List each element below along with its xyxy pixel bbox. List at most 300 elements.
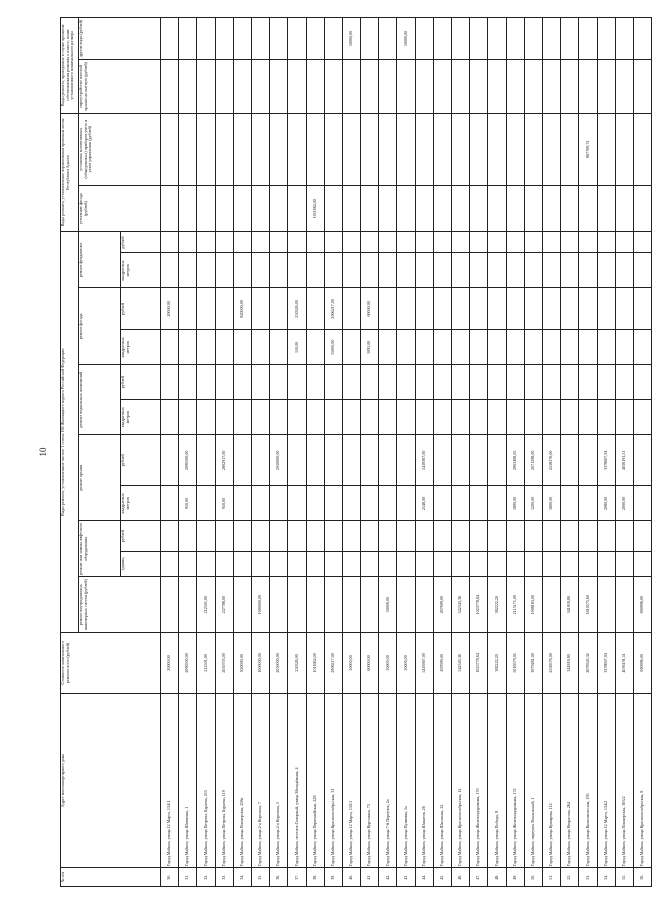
row-basement-sqm bbox=[251, 400, 269, 435]
row-other-rub bbox=[379, 18, 397, 60]
row-meters-rub bbox=[306, 113, 324, 185]
row-roof-rub: 2050000,00 bbox=[270, 435, 288, 486]
row-facade-sqm bbox=[433, 330, 451, 365]
row-number: 51. bbox=[542, 868, 560, 887]
row-facade-rub: 2906217,00 bbox=[324, 288, 342, 330]
row-meters-rub bbox=[324, 113, 342, 185]
row-foundation-sqm bbox=[433, 253, 451, 288]
row-insulation-rub bbox=[506, 185, 524, 232]
row-address: Город Майкоп, улица Железнодорожная, 172 bbox=[506, 693, 524, 868]
row-foundation-sqm bbox=[415, 253, 433, 288]
row-address: Город Майкоп, улица Пушкина, 5а bbox=[397, 693, 415, 868]
row-basement-sqm bbox=[161, 400, 179, 435]
row-other-rub bbox=[251, 18, 269, 60]
row-roof-conversion-rub bbox=[615, 60, 633, 114]
row-facade-rub bbox=[524, 288, 542, 330]
row-basement-rub bbox=[379, 365, 397, 400]
row-lift-rub bbox=[270, 521, 288, 551]
row-foundation-rub bbox=[397, 232, 415, 253]
row-address: Город Майкоп, улица 2-я Короткая, 7 bbox=[251, 693, 269, 868]
row-basement-rub bbox=[561, 365, 579, 400]
row-internal-systems bbox=[415, 577, 433, 633]
row-address: Город Майкоп, улица Победы, 8 bbox=[488, 693, 506, 868]
row-lift-rub bbox=[433, 521, 451, 551]
table-row bbox=[215, 18, 233, 887]
row-basement-sqm bbox=[470, 400, 488, 435]
row-basement-sqm bbox=[233, 400, 251, 435]
row-other-rub bbox=[361, 18, 379, 60]
row-basement-rub bbox=[597, 365, 615, 400]
row-roof-sqm bbox=[233, 486, 251, 521]
row-roof-sqm bbox=[488, 486, 506, 521]
row-total-cost: 50000,00 bbox=[379, 633, 397, 694]
row-basement-sqm bbox=[542, 400, 560, 435]
row-internal-systems bbox=[542, 577, 560, 633]
row-lift-units bbox=[179, 551, 197, 577]
table-row bbox=[379, 18, 397, 887]
row-basement-sqm bbox=[633, 400, 651, 435]
row-address: Город Майкоп, улица Школьная, 22 bbox=[433, 693, 451, 868]
row-total-cost: 60000,00 bbox=[361, 633, 379, 694]
row-total-cost: 2558576,00 bbox=[542, 633, 560, 694]
row-internal-systems: 1023778,64 bbox=[470, 577, 488, 633]
row-foundation-rub bbox=[342, 232, 360, 253]
row-foundation-sqm bbox=[633, 253, 651, 288]
row-facade-rub bbox=[179, 288, 197, 330]
row-facade-sqm bbox=[197, 330, 215, 365]
row-total-cost: 267699,00 bbox=[433, 633, 451, 694]
row-total-cost: 50000,00 bbox=[342, 633, 360, 694]
row-lift-units bbox=[633, 551, 651, 577]
row-lift-units bbox=[342, 551, 360, 577]
row-facade-rub bbox=[542, 288, 560, 330]
row-roof-rub bbox=[161, 435, 179, 486]
row-total-cost: 1023778,64 bbox=[470, 633, 488, 694]
row-foundation-sqm bbox=[233, 253, 251, 288]
row-facade-sqm bbox=[524, 330, 542, 365]
row-foundation-sqm bbox=[470, 253, 488, 288]
row-lift-units bbox=[597, 551, 615, 577]
row-roof-sqm bbox=[197, 486, 215, 521]
row-foundation-rub bbox=[542, 232, 560, 253]
table-row bbox=[452, 18, 470, 887]
row-total-cost: 5018579,05 bbox=[506, 633, 524, 694]
row-total-cost: 20000,00 bbox=[161, 633, 179, 694]
row-roof-rub: 2090500,00 bbox=[179, 435, 197, 486]
header-roof: ремонт крыши bbox=[79, 435, 121, 521]
row-basement-rub bbox=[251, 365, 269, 400]
row-foundation-sqm bbox=[342, 253, 360, 288]
row-insulation-rub bbox=[397, 185, 415, 232]
row-number: 54. bbox=[597, 868, 615, 887]
row-basement-rub bbox=[233, 365, 251, 400]
row-facade-rub bbox=[579, 288, 597, 330]
row-insulation-rub bbox=[433, 185, 451, 232]
row-other-rub bbox=[597, 18, 615, 60]
row-meters-rub bbox=[470, 113, 488, 185]
row-other-rub bbox=[506, 18, 524, 60]
row-number: 49. bbox=[506, 868, 524, 887]
row-address: Город Майкоп, улица Шевченко, 1 bbox=[179, 693, 197, 868]
subheader-sqm: квадратных метров bbox=[121, 400, 161, 435]
row-foundation-rub bbox=[506, 232, 524, 253]
row-internal-systems bbox=[361, 577, 379, 633]
row-facade-rub bbox=[215, 288, 233, 330]
table-row bbox=[524, 18, 542, 887]
table-row bbox=[251, 18, 269, 887]
row-internal-systems bbox=[233, 577, 251, 633]
row-foundation-sqm bbox=[506, 253, 524, 288]
row-facade-rub bbox=[251, 288, 269, 330]
row-other-rub bbox=[415, 18, 433, 60]
row-roof-rub: 3378607,94 bbox=[597, 435, 615, 486]
table-row bbox=[361, 18, 379, 887]
row-basement-rub bbox=[288, 365, 306, 400]
row-insulation-rub bbox=[379, 185, 397, 232]
row-foundation-sqm bbox=[379, 253, 397, 288]
row-basement-rub bbox=[306, 365, 324, 400]
row-facade-rub bbox=[470, 288, 488, 330]
row-insulation-rub bbox=[361, 185, 379, 232]
row-facade-sqm bbox=[233, 330, 251, 365]
row-foundation-sqm bbox=[306, 253, 324, 288]
row-total-cost: 212501,00 bbox=[197, 633, 215, 694]
row-facade-sqm bbox=[161, 330, 179, 365]
row-foundation-sqm bbox=[488, 253, 506, 288]
page-number: 10 bbox=[38, 447, 48, 457]
row-facade-sqm bbox=[633, 330, 651, 365]
row-roof-sqm bbox=[324, 486, 342, 521]
row-number: 53. bbox=[579, 868, 597, 887]
row-total-cost: 2050705,00 bbox=[215, 633, 233, 694]
row-foundation-rub bbox=[597, 232, 615, 253]
row-meters-rub bbox=[270, 113, 288, 185]
row-lift-units bbox=[433, 551, 451, 577]
row-basement-rub bbox=[179, 365, 197, 400]
row-lift-rub bbox=[415, 521, 433, 551]
subheader-rub: рублей bbox=[121, 521, 161, 551]
row-roof-conversion-rub bbox=[597, 60, 615, 114]
row-insulation-rub bbox=[561, 185, 579, 232]
row-insulation-rub bbox=[633, 185, 651, 232]
row-lift-rub bbox=[288, 521, 306, 551]
header-federal-group: Виды ремонта, установленные частью 1 статьи 166 Жилищного кодекса Российской Федерации bbox=[61, 232, 79, 633]
table-body bbox=[161, 18, 652, 887]
row-facade-sqm bbox=[542, 330, 560, 365]
row-insulation-rub: 1011662,00 bbox=[306, 185, 324, 232]
row-facade-rub bbox=[633, 288, 651, 330]
row-roof-sqm bbox=[288, 486, 306, 521]
row-number: 35. bbox=[251, 868, 269, 887]
row-internal-systems bbox=[270, 577, 288, 633]
row-facade-sqm: 150,00 bbox=[288, 330, 306, 365]
row-lift-units bbox=[306, 551, 324, 577]
row-internal-systems: 2115171,00 bbox=[506, 577, 524, 633]
row-total-cost: 341818,80 bbox=[561, 633, 579, 694]
row-roof-rub bbox=[470, 435, 488, 486]
row-roof-conversion-rub bbox=[452, 60, 470, 114]
row-number: 55. bbox=[615, 868, 633, 887]
row-number: 36. bbox=[270, 868, 288, 887]
row-total-cost: 690996,00 bbox=[633, 633, 651, 694]
row-roof-conversion-rub bbox=[161, 60, 179, 114]
row-insulation-rub bbox=[288, 185, 306, 232]
row-foundation-rub bbox=[288, 232, 306, 253]
row-facade-sqm: 15000,00 bbox=[324, 330, 342, 365]
header-cost: Стоимость капитального ремонта всего (рублей) bbox=[61, 633, 161, 694]
row-facade-rub bbox=[197, 288, 215, 330]
row-number: 41. bbox=[361, 868, 379, 887]
row-facade-rub bbox=[561, 288, 579, 330]
row-roof-rub bbox=[452, 435, 470, 486]
row-internal-systems bbox=[342, 577, 360, 633]
row-foundation-sqm bbox=[251, 253, 269, 288]
row-facade-sqm bbox=[306, 330, 324, 365]
row-basement-rub bbox=[542, 365, 560, 400]
row-lift-units bbox=[270, 551, 288, 577]
subheader-rub: рублей bbox=[121, 232, 161, 253]
row-number: 39. bbox=[324, 868, 342, 887]
row-other-rub bbox=[288, 18, 306, 60]
row-basement-rub bbox=[488, 365, 506, 400]
row-insulation-rub bbox=[488, 185, 506, 232]
row-internal-systems bbox=[615, 577, 633, 633]
row-insulation-rub bbox=[452, 185, 470, 232]
row-meters-rub bbox=[233, 113, 251, 185]
row-number: 45. bbox=[433, 868, 451, 887]
row-basement-sqm bbox=[415, 400, 433, 435]
row-meters-rub bbox=[452, 113, 470, 185]
row-roof-conversion-rub bbox=[324, 60, 342, 114]
row-address: Город Майкоп, поселок Северный, улица Молодёжная, 4 bbox=[288, 693, 306, 868]
row-facade-rub: 20000,00 bbox=[161, 288, 179, 330]
row-meters-rub bbox=[433, 113, 451, 185]
table-row bbox=[161, 18, 179, 887]
row-roof-conversion-rub bbox=[342, 60, 360, 114]
row-insulation-rub bbox=[251, 185, 269, 232]
row-roof-conversion-rub bbox=[415, 60, 433, 114]
row-number: 40. bbox=[342, 868, 360, 887]
row-facade-sqm bbox=[179, 330, 197, 365]
row-lift-rub bbox=[579, 521, 597, 551]
row-foundation-sqm bbox=[561, 253, 579, 288]
row-foundation-rub bbox=[433, 232, 451, 253]
row-total-cost: 4036191,51 bbox=[615, 633, 633, 694]
row-number: 47. bbox=[470, 868, 488, 887]
row-foundation-sqm bbox=[324, 253, 342, 288]
header-foundation: ремонт фундамента bbox=[79, 232, 121, 288]
row-basement-rub bbox=[633, 365, 651, 400]
row-lift-rub bbox=[342, 521, 360, 551]
row-internal-systems: 1000000,00 bbox=[251, 577, 269, 633]
row-other-rub bbox=[433, 18, 451, 60]
row-internal-systems: 341818,80 bbox=[561, 577, 579, 633]
row-lift-units bbox=[397, 551, 415, 577]
row-meters-rub bbox=[615, 113, 633, 185]
row-basement-sqm bbox=[433, 400, 451, 435]
row-roof-rub bbox=[561, 435, 579, 486]
row-foundation-sqm bbox=[270, 253, 288, 288]
row-facade-rub bbox=[615, 288, 633, 330]
row-meters-rub bbox=[633, 113, 651, 185]
row-other-rub bbox=[542, 18, 560, 60]
row-address: Город Майкоп, улица Первомайская, 228 bbox=[306, 693, 324, 868]
row-foundation-rub bbox=[579, 232, 597, 253]
row-lift-rub bbox=[306, 521, 324, 551]
row-other-rub bbox=[197, 18, 215, 60]
row-foundation-rub bbox=[270, 232, 288, 253]
row-internal-systems: 542343,36 bbox=[452, 577, 470, 633]
table-row bbox=[561, 18, 579, 887]
row-meters-rub: 867769,72 bbox=[579, 113, 597, 185]
row-lift-units bbox=[506, 551, 524, 577]
row-basement-rub bbox=[397, 365, 415, 400]
row-roof-conversion-rub bbox=[306, 60, 324, 114]
row-foundation-rub bbox=[470, 232, 488, 253]
row-lift-rub bbox=[251, 521, 269, 551]
row-basement-rub bbox=[615, 365, 633, 400]
row-insulation-rub bbox=[324, 185, 342, 232]
row-number: 52. bbox=[561, 868, 579, 887]
row-facade-sqm bbox=[215, 330, 233, 365]
row-foundation-sqm bbox=[597, 253, 615, 288]
row-address: Город Майкоп, улица Комсомольская, 195 bbox=[579, 693, 597, 868]
row-address: Город Майкоп, улица 12 Марта, 134/1 bbox=[161, 693, 179, 868]
row-lift-rub bbox=[233, 521, 251, 551]
row-meters-rub bbox=[597, 113, 615, 185]
row-foundation-rub bbox=[161, 232, 179, 253]
row-meters-rub bbox=[179, 113, 197, 185]
row-basement-sqm bbox=[324, 400, 342, 435]
row-internal-systems: 1908183,00 bbox=[524, 577, 542, 633]
table-row bbox=[288, 18, 306, 887]
row-basement-sqm bbox=[288, 400, 306, 435]
table-row bbox=[233, 18, 251, 887]
subheader-rub: рублей bbox=[121, 365, 161, 400]
row-basement-rub bbox=[342, 365, 360, 400]
row-roof-conversion-rub bbox=[579, 60, 597, 114]
row-foundation-sqm bbox=[615, 253, 633, 288]
row-basement-sqm bbox=[597, 400, 615, 435]
row-roof-sqm bbox=[470, 486, 488, 521]
row-foundation-rub bbox=[251, 232, 269, 253]
row-basement-rub bbox=[415, 365, 433, 400]
row-roof-sqm bbox=[251, 486, 269, 521]
row-facade-rub: 250326,00 bbox=[288, 288, 306, 330]
row-internal-systems: 50000,00 bbox=[379, 577, 397, 633]
row-foundation-sqm bbox=[524, 253, 542, 288]
row-foundation-rub bbox=[415, 232, 433, 253]
row-address: Город Майкоп, улица Железнодорожная, 170 bbox=[470, 693, 488, 868]
row-lift-units bbox=[288, 551, 306, 577]
row-address: Город Майкоп, улица Некрасова, 264 bbox=[561, 693, 579, 868]
row-internal-systems: 247788,00 bbox=[215, 577, 233, 633]
row-basement-rub bbox=[579, 365, 597, 400]
row-basement-sqm bbox=[215, 400, 233, 435]
row-internal-systems bbox=[324, 577, 342, 633]
row-total-cost: 1000000,00 bbox=[251, 633, 269, 694]
row-roof-rub bbox=[324, 435, 342, 486]
row-lift-units bbox=[361, 551, 379, 577]
header-other: другие виды (рублей) bbox=[79, 18, 161, 60]
row-number: 42. bbox=[379, 868, 397, 887]
row-internal-systems bbox=[306, 577, 324, 633]
row-basement-sqm bbox=[579, 400, 597, 435]
row-meters-rub bbox=[397, 113, 415, 185]
row-insulation-rub bbox=[470, 185, 488, 232]
row-roof-rub bbox=[379, 435, 397, 486]
row-lift-rub bbox=[470, 521, 488, 551]
row-basement-sqm bbox=[270, 400, 288, 435]
row-lift-units bbox=[324, 551, 342, 577]
row-total-cost: 3378607,94 bbox=[597, 633, 615, 694]
row-roof-conversion-rub bbox=[233, 60, 251, 114]
row-lift-rub bbox=[397, 521, 415, 551]
row-lift-rub bbox=[633, 521, 651, 551]
table-row bbox=[542, 18, 560, 887]
row-address: Город Майкоп, улица 2-я Короткая, 5 bbox=[270, 693, 288, 868]
header-regional-group: Виды ремонта, установленные нормативным правовым актом Республики Адыгея bbox=[61, 113, 79, 232]
row-lift-units bbox=[415, 551, 433, 577]
row-meters-rub bbox=[488, 113, 506, 185]
row-basement-sqm bbox=[524, 400, 542, 435]
row-facade-sqm bbox=[397, 330, 415, 365]
row-total-cost: 2050000,00 bbox=[270, 633, 288, 694]
row-roof-rub: 5418367,00 bbox=[415, 435, 433, 486]
table-row bbox=[433, 18, 451, 887]
row-other-rub bbox=[324, 18, 342, 60]
header-decision-group: Виды ремонта, проводимые в случае принятия собственниками решения о взносе, выше установленного минимального размера bbox=[61, 18, 79, 114]
row-roof-conversion-rub bbox=[288, 60, 306, 114]
table-row bbox=[415, 18, 433, 887]
row-number: 37. bbox=[288, 868, 306, 887]
row-roof-rub bbox=[306, 435, 324, 486]
row-roof-sqm: 2080,00 bbox=[597, 486, 615, 521]
row-other-rub bbox=[452, 18, 470, 60]
row-address: Город Майкоп, улица Краснооктябрьская, 12 bbox=[452, 693, 470, 868]
row-foundation-rub bbox=[233, 232, 251, 253]
row-roof-rub bbox=[288, 435, 306, 486]
row-facade-sqm bbox=[488, 330, 506, 365]
row-internal-systems bbox=[179, 577, 197, 633]
row-basement-sqm bbox=[615, 400, 633, 435]
row-foundation-rub bbox=[324, 232, 342, 253]
row-meters-rub bbox=[342, 113, 360, 185]
row-foundation-sqm bbox=[179, 253, 197, 288]
row-total-cost: 3979481,00 bbox=[524, 633, 542, 694]
row-basement-sqm bbox=[179, 400, 197, 435]
row-lift-rub bbox=[452, 521, 470, 551]
row-lift-rub bbox=[379, 521, 397, 551]
header-basement: ремонт подвальных помещений bbox=[79, 365, 121, 435]
row-basement-rub bbox=[215, 365, 233, 400]
row-internal-systems: 690996,00 bbox=[633, 577, 651, 633]
row-roof-rub bbox=[433, 435, 451, 486]
row-other-rub bbox=[615, 18, 633, 60]
row-foundation-sqm bbox=[452, 253, 470, 288]
row-roof-rub bbox=[197, 435, 215, 486]
row-insulation-rub bbox=[215, 185, 233, 232]
row-roof-conversion-rub bbox=[379, 60, 397, 114]
row-other-rub bbox=[306, 18, 324, 60]
row-roof-rub: 4036191,51 bbox=[615, 435, 633, 486]
row-insulation-rub bbox=[615, 185, 633, 232]
row-facade-rub bbox=[270, 288, 288, 330]
row-foundation-rub bbox=[452, 232, 470, 253]
row-other-rub bbox=[633, 18, 651, 60]
row-insulation-rub bbox=[270, 185, 288, 232]
table-row bbox=[397, 18, 415, 887]
